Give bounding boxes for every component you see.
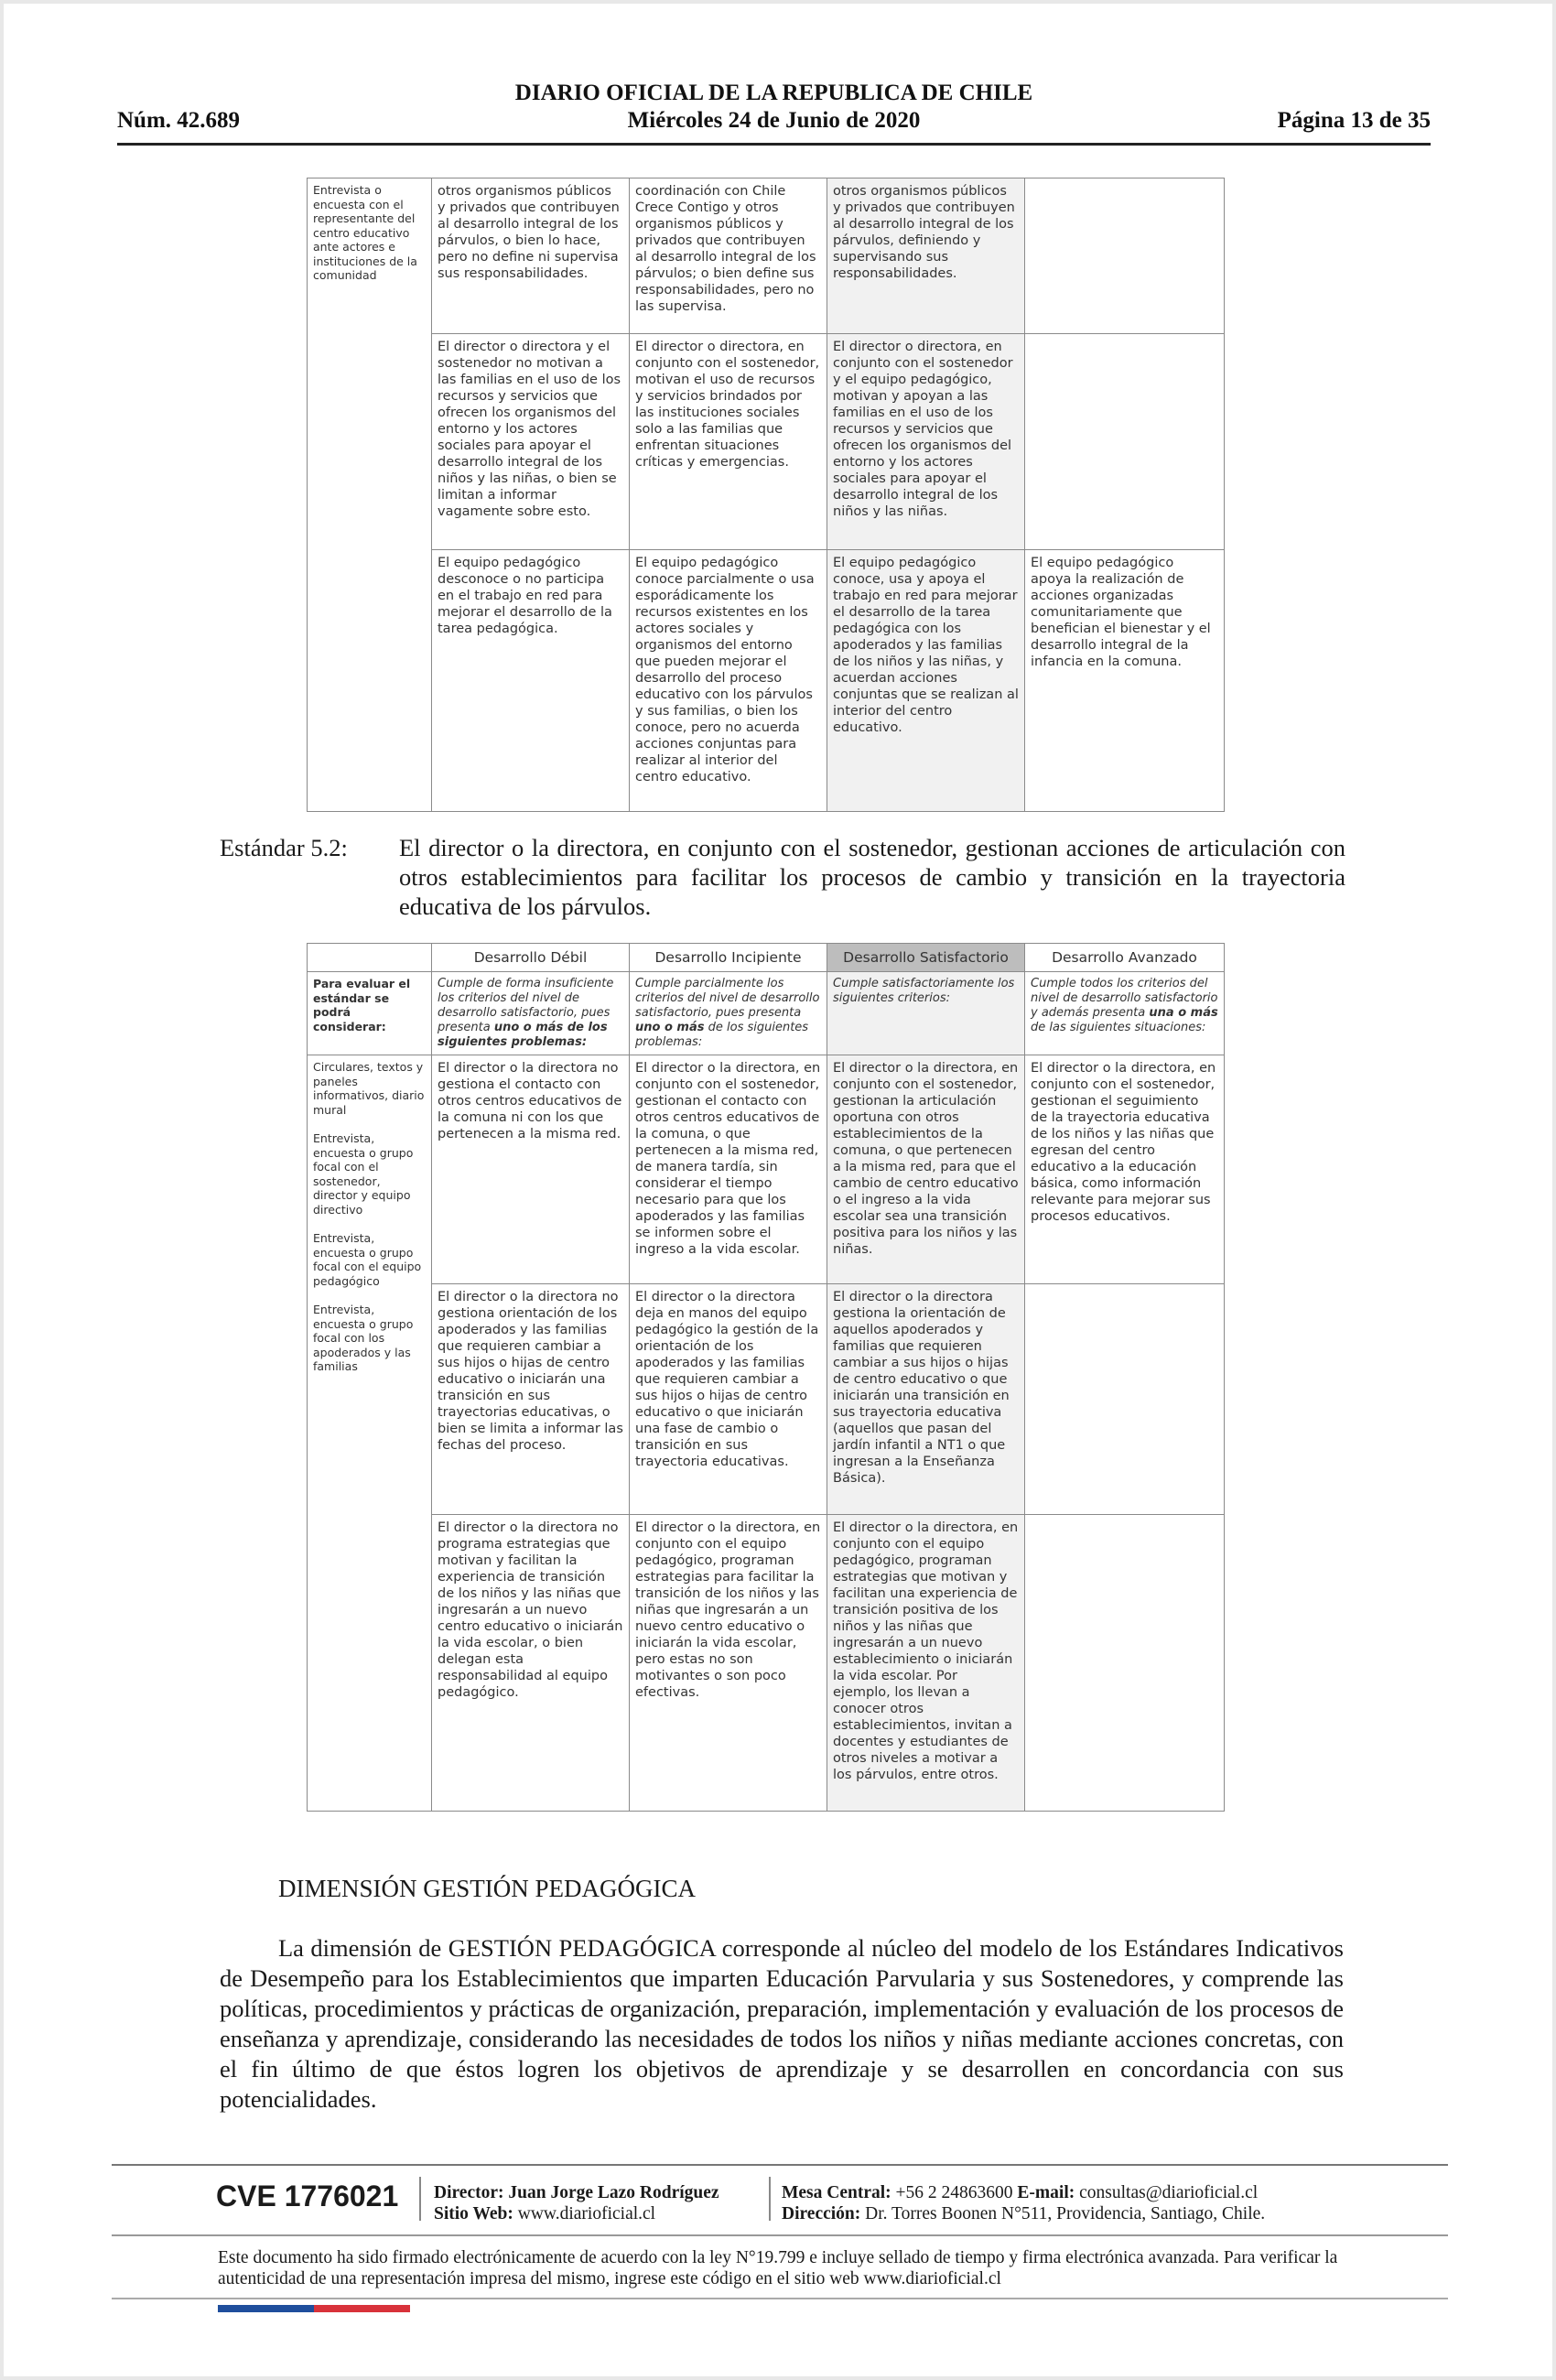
evidence-item: Entrevista, encuesta o grupo focal con los apoderados y las familias [313, 1303, 414, 1373]
cell-debil: El director o directora y el sostenedor no motivan a las familias en el uso de los recursos y servicios que ofrecen los organismos del entorno y los actores sociales para apoyar el desarrollo integral de los niños y las niñas, o bien se limitan a informar vagamente sobre esto. [432, 334, 630, 550]
footer-rule [112, 2298, 1448, 2299]
criteria-incipiente: Cumple parcialmente los criterios del nivel de desarrollo satisfactorio, pues presenta uno o más de los siguientes problemas: [630, 972, 827, 1055]
flag-red-bar [314, 2305, 410, 2312]
evidence-item: Circulares, textos y paneles informativos, diario mural [313, 1060, 425, 1117]
director-label: Director: [434, 2183, 504, 2202]
eval-label: Para evaluar el estándar se podrá considerar: [308, 972, 432, 1055]
footer-rule [112, 2234, 1448, 2236]
phone-label: Mesa Central: [782, 2183, 891, 2202]
address-label: Dirección: [782, 2204, 861, 2223]
phone-number: +56 2 24863600 [895, 2183, 1013, 2202]
cell-incipiente: El director o directora, en conjunto con el sostenedor, motivan el uso de recursos y servicios brindados por las instituciones sociales solo a las familias que enfrentan situaciones críticas y emergencias. [630, 334, 827, 550]
criteria-avanzado: Cumple todos los criterios del nivel de desarrollo satisfactorio y además presenta una o más de las siguientes situaciones: [1025, 972, 1225, 1055]
issue-date: Miércoles 24 de Junio de 2020 [627, 108, 921, 133]
issue-number: Núm. 42.689 [117, 108, 241, 133]
cell-satisfactorio: otros organismos públicos y privados que contribuyen al desarrollo integral de los párvulos, definiendo y supervisando sus responsabilidades. [827, 178, 1025, 334]
table-row [308, 1515, 1225, 1812]
cell-satisfactorio: El director o la directora, en conjunto con el equipo pedagógico, programan estrategias que motivan y facilitan una experiencia de transición positiva de los niños y las niñas que ingresarán a un nuevo establecimiento o iniciarán la vida escolar. Por ejemplo, los llevan a conocer otros establecimientos, invitan a docentes y estudiantes de otros niveles a motivar a los párvulos, entre otros. [827, 1515, 1025, 1812]
header-avanzado: Desarrollo Avanzado [1025, 944, 1225, 972]
page-header [117, 81, 1431, 145]
flag-stripe [218, 2305, 410, 2312]
dimension-heading: DIMENSIÓN GESTIÓN PEDAGÓGICA [278, 1875, 696, 1902]
address-text: Dr. Torres Boonen N°511, Providencia, Santiago, Chile. [865, 2204, 1266, 2223]
criteria-debil: Cumple de forma insuficiente los criterios del nivel de desarrollo satisfactorio, pues presenta uno o más de los siguientes problemas: [432, 972, 630, 1055]
standard-table-continued [307, 178, 1225, 812]
director-name: Juan Jorge Lazo Rodríguez [508, 2183, 719, 2202]
cve-code: CVE 1776021 [216, 2180, 399, 2212]
legal-notice: Este documento ha sido firmado electrónicamente de acuerdo con la ley N°19.799 e incluye sellado de tiempo y firma electrónica avanzada. Para verificar la autenticidad de una representación impresa del mismo, ingrese este código en el sitio web www.diarioficial.cl [218, 2248, 1338, 2288]
cell-satisfactorio: El equipo pedagógico conoce, usa y apoya el trabajo en red para mejorar el desarrollo de la tarea pedagógica con los apoderados y las familias de los niños y las niñas, y acuerdan acciones conjuntas que se realizan al interior del centro educativo. [827, 550, 1025, 812]
cell-satisfactorio: El director o directora, en conjunto con el sostenedor y el equipo pedagógico, motivan y apoyan a las familias en el uso de los recursos y servicios que ofrecen los organismos del entorno y los actores sociales para apoyar el desarrollo integral de los niños y las niñas. [827, 334, 1025, 550]
cell-debil: El director o la directora no gestiona orientación de los apoderados y las familias que requieren cambiar a sus hijos o hijas de centro educativo o iniciarán una transición en sus trayectorias educativas, o bien se limita a informar las fechas del proceso. [432, 1284, 630, 1515]
footer-rule [112, 2164, 1448, 2166]
cell-debil: El director o la directora no gestiona el contacto con otros centros educativos de la comuna ni con los que pertenecen a la misma red. [432, 1055, 630, 1284]
header-empty [308, 944, 432, 972]
table-row [308, 1284, 1225, 1515]
cell-avanzado [1025, 334, 1225, 550]
evidence-item: Entrevista, encuesta o grupo focal con el equipo pedagógico [313, 1231, 422, 1288]
dimension-paragraph: La dimensión de GESTIÓN PEDAGÓGICA corresponde al núcleo del modelo de los Estándares Indicativos de Desempeño para los Establecimientos que imparten Educación Parvularia y sus Sostenedores, y comprende las políticas, procedimientos y prácticas de organización, preparación, implementación y evaluación de los procesos de enseñanza y aprendizaje, considerando las necesidades de todos los niños y niñas mediante acciones concretas, con el fin último de que éstos logren los objetivos de aprendizaje y se desarrollen en concordancia con sus potencialidades. [220, 1934, 1344, 2113]
standard-text: El director o la directora, en conjunto con el sostenedor, gestionan acciones de articulación con otros establecimientos para facilitar los procesos de cambio y transición en la trayectoria educativa de los párvulos. [399, 834, 1345, 920]
evidence-sources [308, 1055, 432, 1812]
document-page [4, 4, 1552, 2376]
table-row [308, 334, 1225, 550]
criteria-satisfactorio: Cumple satisfactoriamente los siguientes criterios: [827, 972, 1025, 1055]
cell-avanzado [1025, 178, 1225, 334]
website-link[interactable]: www.diarioficial.cl [517, 2204, 656, 2223]
evidence-sources: Entrevista o encuesta con el representante del centro educativo ante actores e instituciones de la comunidad [308, 178, 432, 812]
cell-avanzado [1025, 1284, 1225, 1515]
email-label: E-mail: [1017, 2183, 1075, 2202]
cell-debil: El director o la directora no programa estrategias que motivan y facilitan la experiencia de transición de los niños y las niñas que ingresarán a un nuevo centro educativo o iniciarán la vida escolar, o bien delegan esta responsabilidad al equipo pedagógico. [432, 1515, 630, 1812]
footer-contact-block [782, 2182, 1265, 2224]
cell-satisfactorio: El director o la directora gestiona la orientación de aquellos apoderados y familias que requieren cambiar a sus hijos o hijas de centro educativo o que iniciarán una transición en sus trayectoria educativa (aquellos que pasan del jardín infantil a NT1 o que ingresan a la Enseñanza Básica). [827, 1284, 1025, 1515]
cell-avanzado: El director o la directora, en conjunto con el sostenedor, gestionan el seguimiento de la trayectoria educativa de los niños y las niñas que egresan del centro educativo a la educación básica, como información relevante para mejorar sus procesos educativos. [1025, 1055, 1225, 1284]
table-row [308, 1055, 1225, 1284]
cell-satisfactorio: El director o la directora, en conjunto con el sostenedor, gestionan la articulación oportuna con otros establecimientos de la comuna, o que pertenecen a la misma red, para que el cambio de centro educativo o el ingreso a la vida escolar sea una transición positiva para los niños y las niñas. [827, 1055, 1025, 1284]
table-row [308, 550, 1225, 812]
cell-avanzado: El equipo pedagógico apoya la realización de acciones organizadas comunitariamente que benefician el bienestar y el desarrollo integral de la infancia en la comuna. [1025, 550, 1225, 812]
cell-avanzado [1025, 1515, 1225, 1812]
email-link[interactable]: consultas@diarioficial.cl [1079, 2183, 1259, 2202]
header-satisfactorio: Desarrollo Satisfactorio [827, 944, 1025, 972]
flag-blue-bar [218, 2305, 314, 2312]
cell-debil: El equipo pedagógico desconoce o no participa en el trabajo en red para mejorar el desarrollo de la tarea pedagógica. [432, 550, 630, 812]
cell-incipiente: El director o la directora, en conjunto con el sostenedor, gestionan el contacto con otros centros educativos de la comuna, o que pertenecen a la misma red, de manera tardía, sin considerar el tiempo necesario para que los apoderados y las familias se informen sobre el ingreso a la vida escolar. [630, 1055, 827, 1284]
cell-incipiente: El director o la directora deja en manos del equipo pedagógico la gestión de la orientación de los apoderados y las familias que requieren cambiar a sus hijos o hijas de centro educativo o que iniciarán una fase de cambio o transición en sus trayectoria educativas. [630, 1284, 827, 1515]
standard-5-2-table [307, 943, 1225, 1812]
criteria-row [308, 972, 1225, 1055]
cell-incipiente: El director o la directora, en conjunto con el equipo pedagógico, programan estrategias para facilitar la transición de los niños y las niñas que ingresarán a un nuevo centro educativo o iniciarán la vida escolar, pero estas no son motivantes o son poco efectivas. [630, 1515, 827, 1812]
footer-director-block [434, 2182, 719, 2224]
footer-divider [769, 2177, 771, 2221]
table-row [308, 178, 1225, 334]
evidence-item: Entrevista, encuesta o grupo focal con el sostenedor, director y equipo directivo [313, 1131, 414, 1217]
header-rule [117, 143, 1431, 146]
newspaper-title: DIARIO OFICIAL DE LA REPUBLICA DE CHILE [514, 81, 1033, 105]
header-incipiente: Desarrollo Incipiente [630, 944, 827, 972]
header-debil: Desarrollo Débil [432, 944, 630, 972]
standard-label: Estándar 5.2: [220, 834, 348, 861]
cell-incipiente: coordinación con Chile Crece Contigo y otros organismos públicos y privados que contribuyen al desarrollo integral de los párvulos; o bien define sus responsabilidades, pero no las supervisa. [630, 178, 827, 334]
web-label: Sitio Web: [434, 2204, 513, 2223]
table-header-row [308, 944, 1225, 972]
cell-debil: otros organismos públicos y privados que contribuyen al desarrollo integral de los párvulos, o bien lo hace, pero no define ni supervisa sus responsabilidades. [432, 178, 630, 334]
cell-incipiente: El equipo pedagógico conoce parcialmente o usa esporádicamente los recursos existentes en los actores sociales y organismos del entorno que pueden mejorar el desarrollo del proceso educativo con los párvulos y sus familias, o bien los conoce, pero no acuerda acciones conjuntas para realizar al interior del centro educativo. [630, 550, 827, 812]
footer-divider [419, 2177, 421, 2221]
page-number: Página 13 de 35 [1277, 108, 1431, 133]
